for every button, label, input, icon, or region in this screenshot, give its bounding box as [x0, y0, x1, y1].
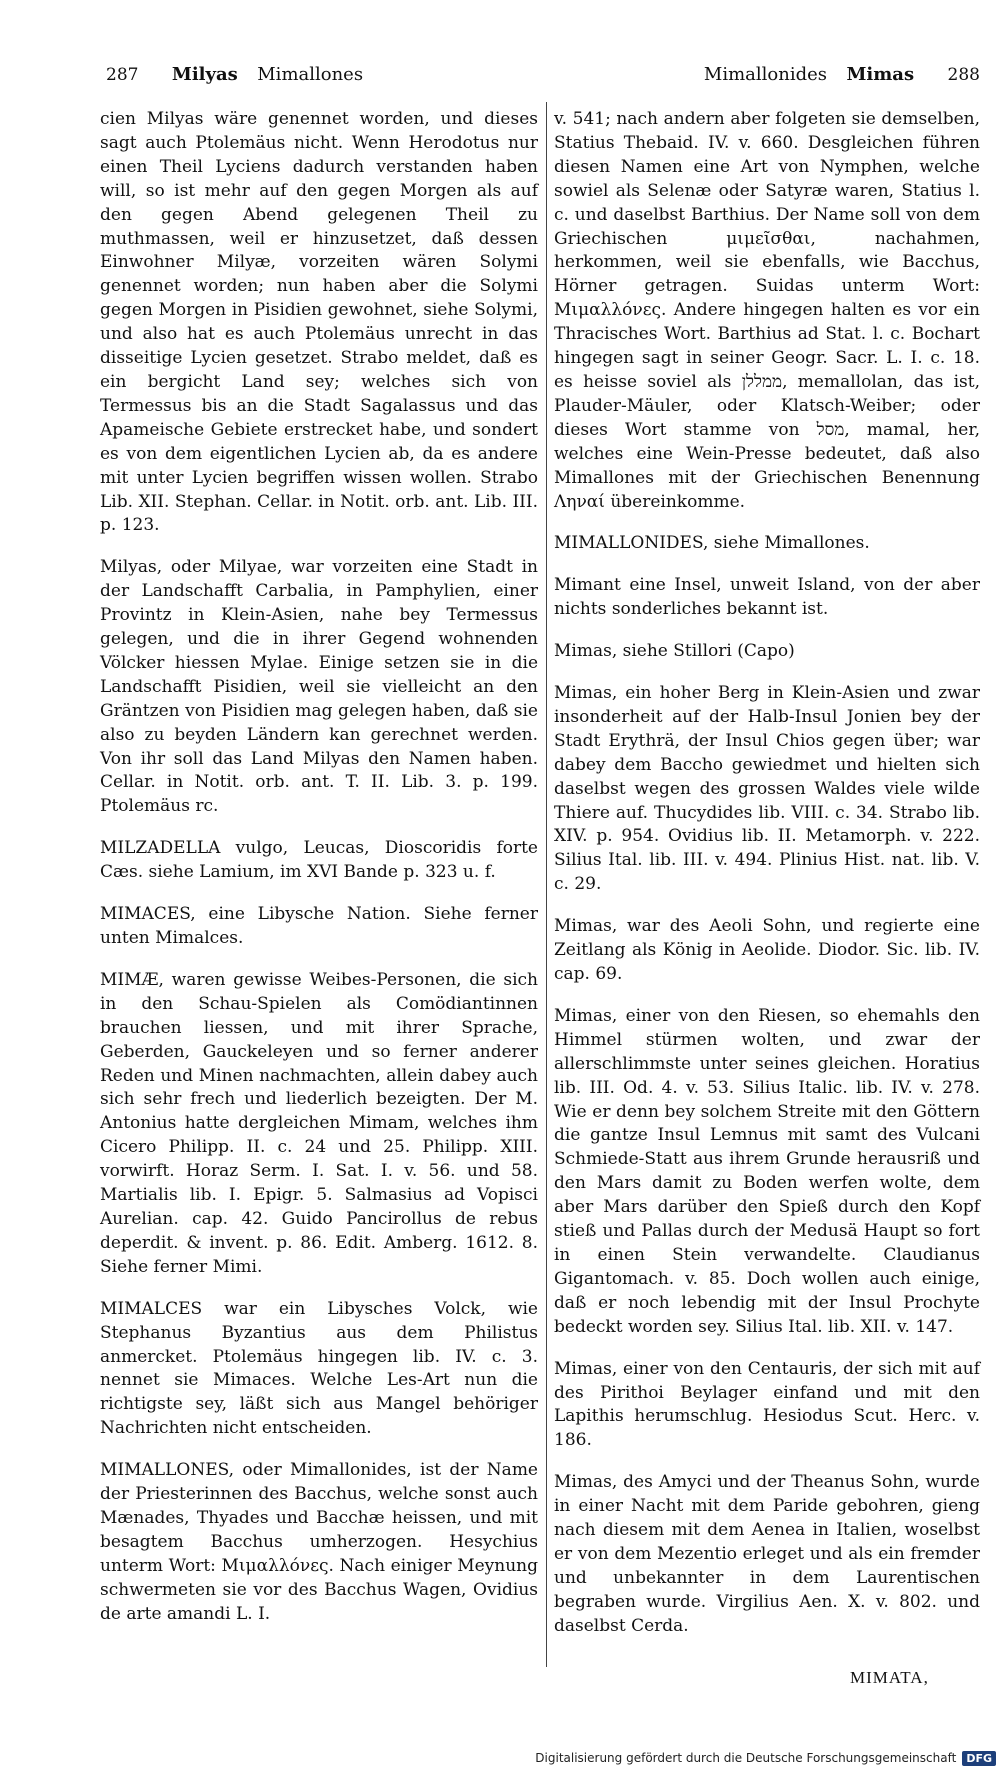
right-running-head — [570, 64, 980, 94]
catchword: MIMATA, — [850, 1668, 929, 1687]
entry-mimas-giant: Mimas, einer von den Riesen, so ehemahls den Himmel stürmen wolten, und zwar der allerschlimmste unter seines gleichen. Horatius lib. III. Od. 4. v. 53. Silius Italic. lib. IV. v. 278. Wie er denn bey solchem Streite mit den Göttern die gantze Insul Lemnus mit samt des Vulcani Schmiede-Statt aus ihrem Grunde herausriß und den Mars damit zu Boden werfen wolte, dem aber Mars darüber den Spieß durch den Kopf stieß und Pallas durch der Medusä Haupt so fort in einen Stein verwandelte. Claudianus Gigantomach. v. 85. Doch wollen auch einige, daß er noch lebendig mit der Insul Prochyte bedeckt worden sey. Silius Ital. lib. XII. v. 147. — [554, 1005, 980, 1337]
left-page-number: 287 — [106, 65, 139, 85]
column-divider — [546, 102, 547, 1667]
entry-mimallones-continued: v. 541; nach andern aber folgeten sie demselben, Statius Thebaid. IV. v. 660. Desgleichen führen diesen Namen eine Art von Nymphen, welche sowiel als Selenæ oder Satyræ waren, Statius l. c. und daselbst Barthius. Der Name soll von dem Griechischen μιμεῖσθαι, nachahmen, herkommen, weil sie ebenfalls, wie Bacchus, Hörner getragen. Suidas unterm Wort: Μιμαλλόνες. Andere hingegen halten es vor ein Thracisches Wort. Barthius ad Stat. l. c. Bochart hingegen sagt in seiner Geogr. Sacr. L. I. c. 18. es heisse soviel als ממללן, memallolan, das ist, Plauder-Mäuler, oder Klatsch-Weiber; oder dieses Wort stamme von מסל, mamal, her, welches eine Wein-Presse bedeutet, daß also Mimallones mit der Griechischen Benennung Ληναί übereinkomme. — [554, 109, 980, 512]
footer-credit — [535, 1749, 996, 1767]
entry-mimas-centaur: Mimas, einer von den Centauris, der sich mit auf des Pirithoi Beylager einfand und mit den Lapithis herumschlug. Hesiodus Scut. Herc. v. 186. — [554, 1358, 980, 1451]
entry-mimaces: MIMACES, eine Libysche Nation. Siehe ferner unten Mimalces. — [100, 904, 538, 948]
entry-mimas-aeoli: Mimas, war des Aeoli Sohn, und regierte eine Zeitlang als König in Aeolide. Diodor. Sic. lib. IV. cap. 69. — [554, 916, 980, 984]
entry-mimallonides: MIMALLONIDES, siehe Mimallones. — [554, 533, 870, 554]
right-head-word-2: Mimas — [846, 64, 915, 85]
right-column — [554, 108, 980, 1657]
entry-mimas-stillori: Mimas, siehe Stillori (Capo) — [554, 641, 795, 662]
entry-mimallones: MIMALLONES, oder Mimallonides, ist der Name der Priesterinnen des Bacchus, welche sonst auch Mænades, Thyades und Bacchæ heissen, und mit besagtem Bacchus umherzogen. Hesychius unterm Wort: Μιμαλλόνες. Nach einiger Meynung schwermeten sie vor des Bacchus Wagen, Ovidius de arte amandi L. I. — [100, 1460, 538, 1624]
entry-mimas-amyci: Mimas, des Amyci und der Theanus Sohn, wurde in einer Nacht mit dem Paride gebohren, gieng nach diesem mit dem Aenea in Italien, woselbst er von dem Mezentio erleget und als ein fremder und unbekannter in dem Laurentischen begraben wurde. Virgilius Aen. X. v. 802. und daselbst Cerda. — [554, 1472, 980, 1636]
entry-milyas-city: Milyas, oder Milyae, war vorzeiten eine Stadt in der Landschafft Carbalia, in Pamphylien, einer Provintz in Klein-Asien, nahe bey Termessus gelegen, und die in ihrer Gegend wohnenden Völcker hiessen Mylae. Einige setzen sie in die Landschafft Pisidien, weil sie vielleicht an den Gräntzen von Pisidien mag gelegen haben, daß sie also zu beyden Ländern kan gerechnet werden. Von ihr soll das Land Milyas den Namen haben. Cellar. in Notit. orb. ant. T. II. Lib. 3. p. 199. Ptolemäus rc. — [100, 557, 538, 817]
entry-milzadella: MILZADELLA vulgo, Leucas, Dioscoridis forte Cæs. siehe Lamium, im XVI Bande p. 323 u. f. — [100, 838, 538, 883]
entry-mimae: MIMÆ, waren gewisse Weibes-Personen, die sich in den Schau-Spielen als Comödiantinnen brauchen liessen, und mit ihrer Sprache, Geberden, Gauckeleyen und so ferner anderer Reden und Minen nachmachten, allein dabey auch sich sehr frech und liederlich bezeigten. Der M. Antonius hatte dergleichen Mimam, welches ihm Cicero Philipp. II. c. 24 und 25. Philipp. XIII. vorwirft. Horaz Serm. I. Sat. I. v. 56. und 58. Martialis lib. I. Epigr. 5. Salmasius ad Vopisci Aurelian. cap. 42. Guido Pancirollus de rebus deperdit. & invent. p. 86. Edit. Amberg. 1612. 8. Siehe ferner Mimi. — [100, 969, 538, 1277]
entry-mimalces: MIMALCES war ein Libysches Volck, wie Stephanus Byzantius aus dem Philistus anmercket. Ptolemäus hingegen lib. IV. c. 3. nennet sie Mimaces. Welche Les-Art nun die richtigste sey, läßt sich aus Mangel behöriger Nachrichten nicht entscheiden. — [100, 1298, 538, 1439]
entry-mimant: Mimant eine Insel, unweit Island, von der aber nichts sonderliches bekannt ist. — [554, 575, 980, 620]
left-head-word-1: Milyas — [171, 64, 238, 85]
right-head-word-1: Mimallonides — [703, 64, 827, 85]
left-column — [100, 108, 538, 1644]
left-head-word-2: Mimallones — [257, 64, 364, 85]
entry-milyas-continued: cien Milyas wäre genennet worden, und dieses sagt auch Ptolemäus nicht. Wenn Herodotus nur einen Theil Lyciens dadurch verstanden haben will, so ist mehr auf den gegen Morgen als auf den gegen Abend gelegenen Theil zu muthmassen, weil er hinzusetzet, daß dessen Einwohner Milyæ, vorzeiten wären Solymi genennet worden; nun haben aber die Solymi gegen Morgen in Pisidien gewohnet, siehe Solymi, und also hat es auch Ptolemäus unrecht in das disseitige Lycien gesetzet. Strabo meldet, daß es ein bergicht Land sey; welches sich von Termessus bis an die Stadt Sagalassus und das Apameische Gebiete erstrecket habe, und sondert es von dem eigentlichen Lycien ab, da es andere mit unter Lycien begriffen wissen wollen. Strabo Lib. XII. Stephan. Cellar. in Notit. orb. ant. Lib. III. p. 123. — [100, 109, 538, 536]
dfg-logo: DFG — [962, 1751, 996, 1766]
entry-mimas-mountain: Mimas, ein hoher Berg in Klein-Asien und zwar insonderheit auf der Halb-Insul Jonien bey der Stadt Erythrä, der Insul Chios gegen über; war dabey dem Baccho gewiedmet und hielten sich daselbst wegen des grossen Waldes viele wilde Thiere auf. Thucydides lib. VIII. c. 34. Strabo lib. XIV. p. 954. Ovidius lib. II. Metamorph. v. 222. Silius Ital. lib. III. v. 494. Plinius Hist. nat. lib. V. c. 29. — [554, 683, 980, 895]
left-running-head — [106, 64, 536, 94]
footer-text: Digitalisierung gefördert durch die Deutsche Forschungsgemeinschaft — [535, 1751, 957, 1765]
right-page-number: 288 — [947, 65, 980, 85]
